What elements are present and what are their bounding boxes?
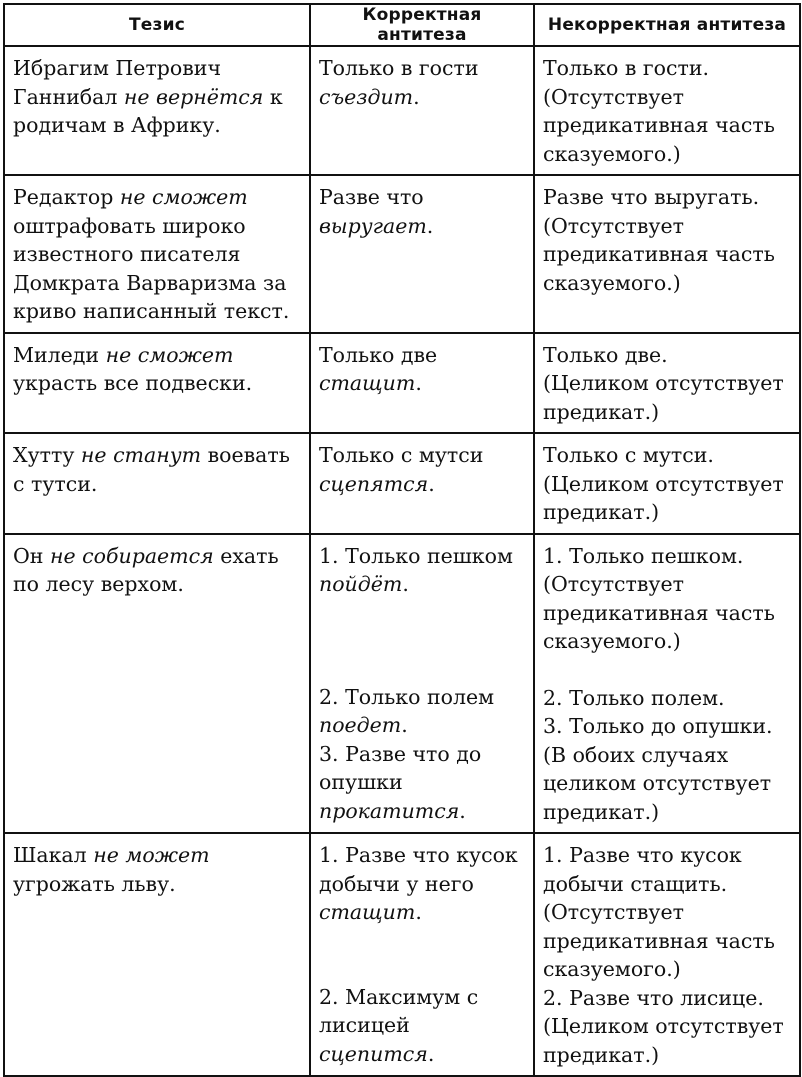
incorrect-cell [534,333,800,434]
correct-predicate: стащит [319,900,416,924]
correct-item [319,341,529,398]
thesis-negation: не вернётся [123,84,264,109]
incorrect-note: (Отсутствует предикативная часть сказуемого.) [543,572,775,653]
correct-text: Только в гости [319,56,479,80]
thesis-negation: не сможет [119,185,248,209]
incorrect-note: (Отсутствует предикативная часть сказуемого.) [543,84,775,166]
correct-item [319,983,529,1069]
incorrect-item: 1. Только пешком. [543,543,744,568]
spacer [319,655,529,683]
spacer [319,927,529,955]
correct-predicate: стащит [319,371,416,395]
incorrect-note: (Отсутствует предикативная часть сказуемого.) [543,900,775,981]
spacer [319,955,529,983]
thesis-text-end: ехать по лесу верхом. [13,543,279,596]
incorrect-cell [534,534,800,834]
incorrect-item: 1. Разве что кусок добычи стащить. [543,843,742,896]
incorrect-note: (Целиком отсутствует предикат.) [543,471,784,524]
correct-punct: . [427,1041,435,1066]
correct-punct: . [426,213,434,238]
thesis-negation: не может [93,843,210,867]
incorrect-item: Только в гости. [543,56,710,80]
thesis-text: Хутту [13,443,81,467]
correct-punct: . [415,900,422,924]
thesis-text: Редактор [13,185,120,209]
incorrect-item: Только с мутси. [543,443,714,467]
correct-predicate: съездит [319,84,414,109]
correct-item [319,542,529,599]
correct-predicate: пойдёт [319,572,403,596]
thesis-cell [4,333,310,434]
thesis-text: Шакал [13,843,94,867]
table-row [4,534,800,834]
correct-text: 1. Разве что кусок добычи у него [319,843,518,896]
correct-cell [310,433,534,534]
correct-item [319,740,529,826]
correct-item [319,683,529,740]
thesis-cell [4,833,310,1076]
thesis-negation: не сможет [105,342,234,367]
correct-text: 2. Только полем [319,684,495,709]
correct-text: 2. Максимум с лисицей [319,984,479,1037]
correct-predicate: сцепятся [319,471,429,496]
incorrect-note: (Отсутствует предикативная часть сказуемого.) [543,213,775,295]
incorrect-item: 2. Только полем. [543,685,725,710]
correct-item [319,183,529,240]
thesis-cell [4,534,310,834]
header-row [4,4,800,46]
thesis-cell [4,175,310,333]
table-row [4,433,800,534]
thesis-cell [4,433,310,534]
incorrect-item: 3. Только до опушки. [543,714,773,738]
thesis-cell [4,46,310,175]
spacer [319,599,529,627]
correct-item [319,54,529,111]
incorrect-cell [534,833,800,1076]
correct-text: Разве что [319,185,424,209]
correct-punct: . [402,572,409,596]
table-row [4,833,800,1076]
header-incorrect-antithesis: Некорректная антитеза [534,4,800,46]
thesis-text: Он [13,543,50,568]
table-row [4,333,800,434]
thesis-text: Миледи [13,342,106,367]
correct-punct: . [413,84,420,109]
correct-text: 1. Только пешком [319,543,513,568]
correct-punct: . [415,371,422,395]
spacer [543,656,795,684]
correct-predicate: прокатится [319,798,460,823]
incorrect-item: Разве что выругать. [543,185,760,209]
header-thesis: Тезис [4,4,310,46]
thesis-text-end: оштрафовать широко известного писателя Домкрата Варваризма за криво написанный текст. [13,213,290,323]
incorrect-note: (Целиком отсутствует предикат.) [543,1014,784,1067]
correct-predicate: выругает [319,213,427,238]
incorrect-cell [534,46,800,175]
correct-punct: . [428,471,435,496]
incorrect-cell [534,433,800,534]
thesis-text-end: к родичам в Африку. [13,84,283,137]
correct-punct: . [401,713,408,737]
thesis-text-end: угрожать льву. [13,871,176,896]
thesis-text-end: воевать с тутси. [13,443,290,496]
thesis-antithesis-table [3,3,801,1077]
correct-cell [310,534,534,834]
correct-item [319,441,529,498]
spacer [319,627,529,655]
table-row [4,46,800,175]
thesis-negation: не станут [80,443,202,467]
thesis-negation: не собирается [50,543,214,568]
correct-predicate: сцепится [319,1041,428,1066]
incorrect-note: (Целиком отсутствует предикат.) [543,371,784,424]
correct-text: Только с мутси [319,443,484,467]
correct-text: 3. Разве что до опушки [319,741,482,794]
incorrect-item: 2. Разве что лисице. [543,985,764,1010]
thesis-text-end: украсть все подвески. [13,371,253,395]
correct-item [319,841,529,927]
correct-cell [310,833,534,1076]
table-row [4,175,800,333]
correct-text: Только две [319,342,438,367]
correct-punct: . [459,798,466,823]
correct-cell [310,333,534,434]
thesis-text: Ибрагим Петрович Ганнибал [13,56,222,109]
correct-cell [310,46,534,175]
header-correct-antithesis: Корректная антитеза [310,4,534,46]
incorrect-item: Только две. [543,342,668,367]
incorrect-note: (В обоих случаях целиком отсутствует предикат.) [543,742,772,824]
incorrect-cell [534,175,800,333]
correct-predicate: поедет [319,713,402,737]
correct-cell [310,175,534,333]
